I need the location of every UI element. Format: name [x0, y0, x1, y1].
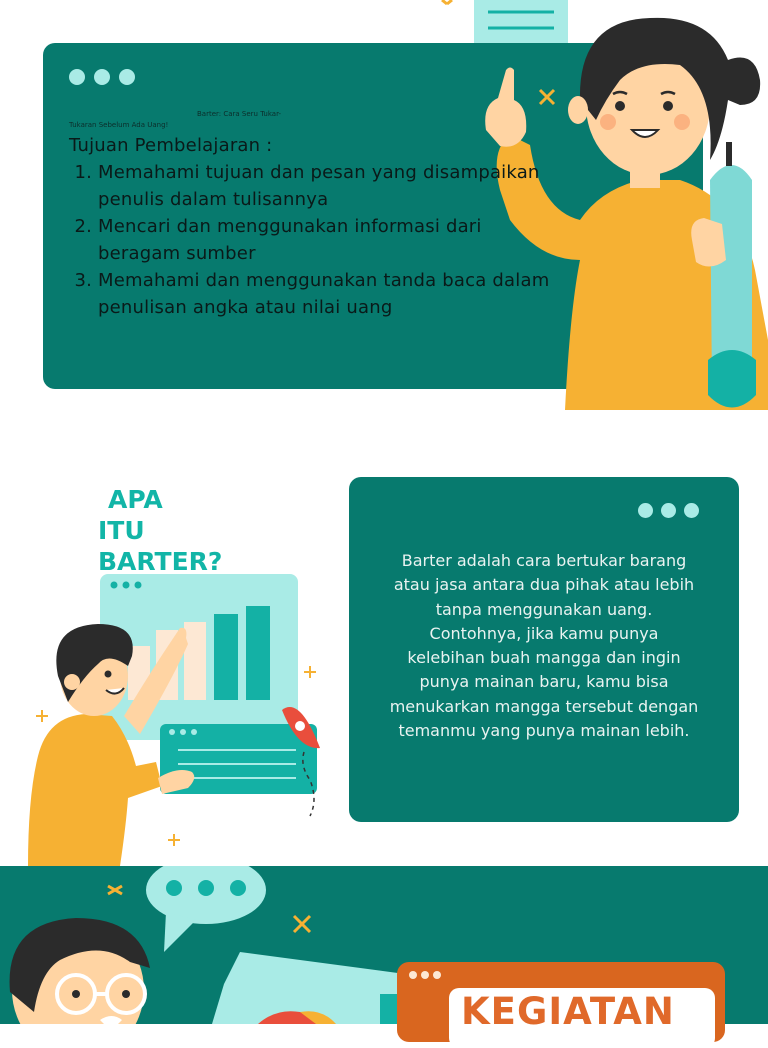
objective-item: 2. Mencari dan menggunakan informasi dari beragam sumber: [98, 213, 569, 267]
caption-line-2: Tukaran Sebelum Ada Uang!: [69, 121, 169, 129]
dot-icon: [94, 69, 110, 85]
dot-icon: [684, 503, 699, 518]
objectives-heading: Tujuan Pembelajaran :: [69, 135, 273, 156]
dot-icon: [119, 69, 135, 85]
activity-title-box: [449, 988, 715, 1048]
activity-title: KEGIATAN: [461, 990, 675, 1033]
window-dots: [409, 971, 441, 979]
window-dots: [638, 503, 699, 518]
title-line-3: BARTER?: [98, 547, 223, 576]
objective-item: 3. Memahami dan menggunakan tanda baca dalam penulisan angka atau nilai uang: [98, 267, 569, 321]
student-chart-illustration: [28, 566, 338, 866]
title-line-1: APA: [108, 485, 163, 514]
learning-objectives: [69, 132, 569, 321]
activity-card: [397, 962, 725, 1042]
dot-icon: [661, 503, 676, 518]
title-line-2: ITU: [98, 516, 145, 545]
section-title: [98, 484, 258, 576]
presenter-illustration: [0, 912, 440, 1024]
window-dots: [69, 69, 135, 85]
caption-line-1: Barter: Cara Seru Tukar-: [197, 110, 282, 118]
dot-icon: [69, 69, 85, 85]
objective-item: 1. Memahami tujuan dan pesan yang disampaikan penulis dalam tulisannya: [98, 159, 569, 213]
dot-icon: [638, 503, 653, 518]
barter-definition-card: [349, 477, 739, 822]
dot-icon: [433, 971, 441, 979]
objectives-list: [69, 159, 569, 321]
dot-icon: [409, 971, 417, 979]
dot-icon: [421, 971, 429, 979]
barter-definition-text: Barter adalah cara bertukar barang atau jasa antara dua pihak atau lebih tanpa menggunakan uang. Contohnya, jika kamu punya kelebihan buah mangga dan ingin punya mainan baru, kamu bisa menukarkan mangga tersebut dengan temanmu yang punya mainan lebih.: [389, 551, 699, 741]
